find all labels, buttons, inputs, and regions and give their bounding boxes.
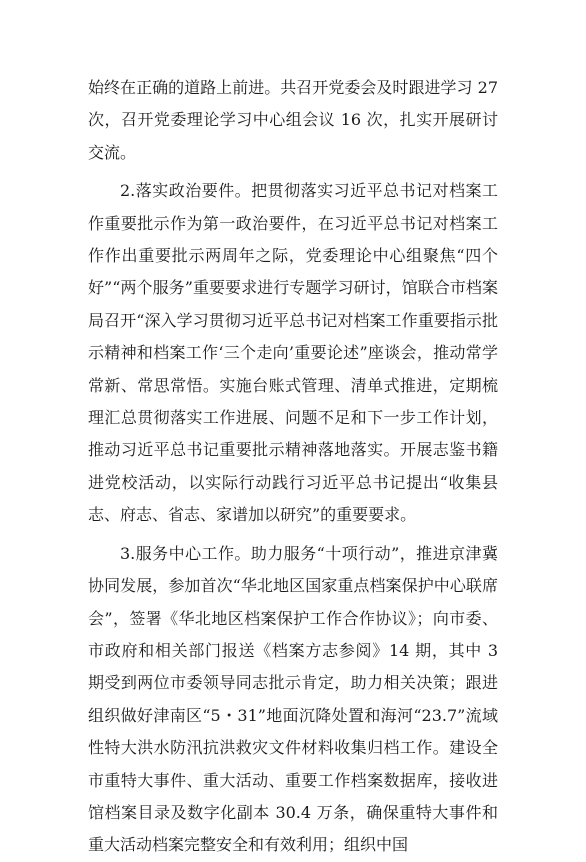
- paragraph-1: 始终在正确的道路上前进。共召开党委会及时跟进学习 27 次，召开党委理论学习中心组会议 16 次，扎实开展研讨交流。: [88, 78, 498, 162]
- paragraph-3: 3.服务中心工作。助力服务“十项行动”，推进京津冀协同发展，参加首次“华北地区国家重点档案保护中心联席会”，签署《华北地区档案保护工作合作协议》；向市委、市政府和相关部门报送《档案方志参阅》14 期，其中 3 期受到两位市委领导同志批示肯定，助力相关决策；跟进组织做好津南区“5・31”地面沉降处置和海河“23.7”流域性特大洪水防汛抗洪救灾文件材料收集归档工作。建设全市重特大事件、重大活动、重要工作档案数据库，接收进馆档案目录及数字化副本 30.4 万条，确保重特大事件和重大活动档案完整安全和有效利用；组织中国: [88, 543, 498, 855]
- paragraph-2: 2.落实政治要件。把贯彻落实习近平总书记对档案工作重要批示作为第一政治要件，在习近平总书记对档案工作作出重要批示两周年之际，党委理论中心组聚焦“四个好”“两个服务”重要要求进行专题学习研讨，馆联合市档案局召开“深入学习贯彻习近平总书记对档案工作重要指示批示精神和档案工作‘三个走向’重要论述”座谈会，推动常学常新、常思常悟。实施台账式管理、清单式推进，定期梳理汇总贯彻落实工作进展、问题不足和下一步工作计划，推动习近平总书记重要批示精神落地落实。开展志鉴书籍进党校活动，以实际行动践行习近平总书记提出“收集县志、府志、省志、家谱加以研究”的重要要求。: [88, 181, 498, 525]
